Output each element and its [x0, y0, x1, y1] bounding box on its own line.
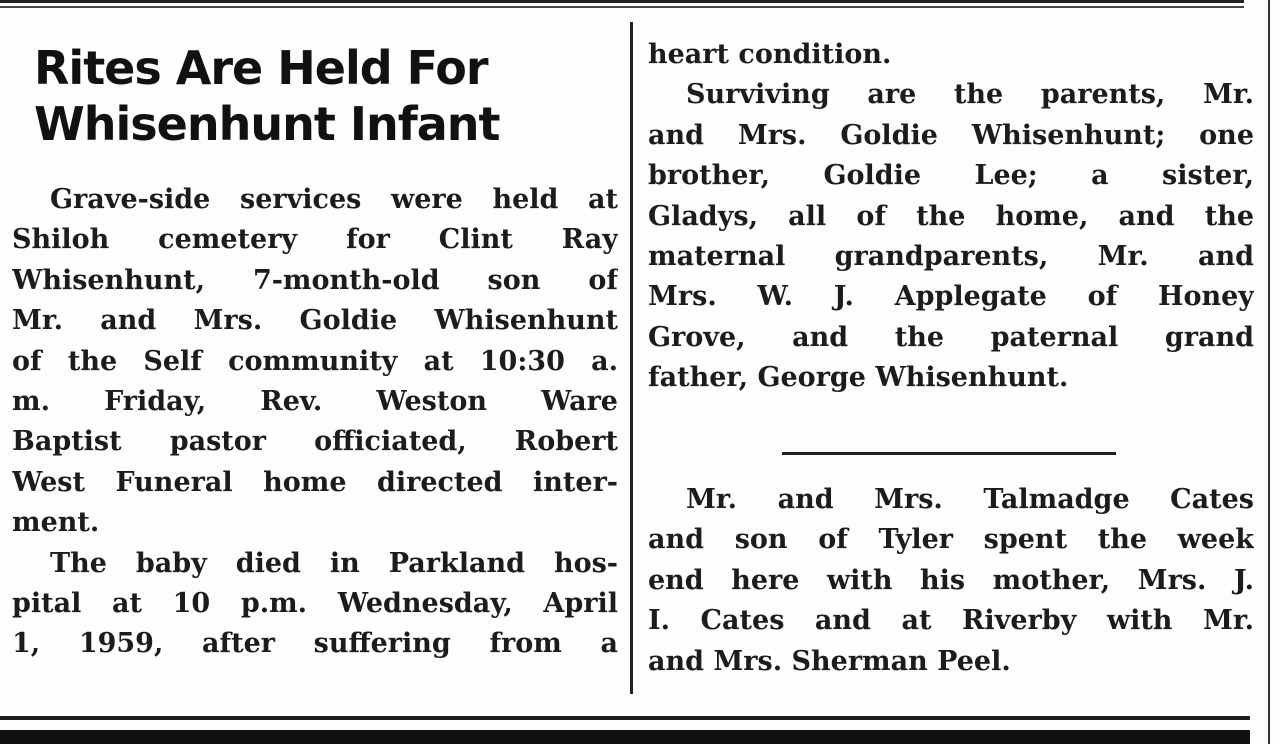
social-note-line: end here with his mother, Mrs. J. [648, 564, 1254, 596]
headline-line-2: Whisenhunt Infant [34, 97, 500, 151]
article-text-line: Grave-side services were held at [50, 184, 618, 215]
article-text-line: brother, Goldie Lee; a sister, [648, 160, 1254, 192]
article-text-line: ment. [12, 507, 100, 539]
social-note-line: I. Cates and at Riverby with Mr. [648, 605, 1254, 637]
social-note-line: and son of Tyler spent the week [648, 524, 1254, 556]
article-text-line: m. Friday, Rev. Weston Ware [12, 385, 618, 417]
top-column-rule-secondary [0, 6, 1244, 8]
right-column-body [648, 35, 1254, 399]
article-text-line: and Mrs. Goldie Whisenhunt; one [648, 119, 1254, 151]
left-column-body [12, 180, 618, 665]
social-note-line: and Mrs. Sherman Peel. [648, 645, 1011, 677]
social-note-body [648, 480, 1254, 682]
social-note-line: Mr. and Mrs. Talmadge Cates [686, 484, 1254, 515]
article-text-line: of the Self community at 10:30 a. [12, 345, 618, 377]
article-text-line: pital at 10 p.m. Wednesday, April [12, 587, 618, 619]
article-text-line: heart condition. [648, 39, 892, 70]
article-text-line: Shiloh cemetery for Clint Ray [12, 224, 618, 256]
article-text-line: West Funeral home directed inter- [12, 466, 618, 498]
article-text-line: Surviving are the parents, Mr. [686, 79, 1254, 111]
article-headline [34, 40, 604, 152]
article-text-line: father, George Whisenhunt. [648, 362, 1069, 394]
next-article-band [0, 730, 1250, 744]
article-text-line: Grove, and the paternal grand [648, 321, 1254, 353]
right-margin-rule [1268, 0, 1270, 744]
article-text-line: The baby died in Parkland hos- [50, 547, 618, 579]
top-column-rule [0, 0, 1244, 3]
column-divider [630, 22, 633, 694]
article-text-line: 1, 1959, after suffering from a [12, 628, 618, 660]
article-text-line: maternal grandparents, Mr. and [648, 240, 1254, 272]
item-separator-rule [782, 452, 1116, 455]
bottom-column-rule [0, 716, 1250, 720]
headline-line-1: Rites Are Held For [34, 41, 488, 95]
article-text-line: Baptist pastor officiated, Robert [12, 426, 618, 458]
article-text-line: Mrs. W. J. Applegate of Honey [648, 281, 1254, 313]
article-text-line: Mr. and Mrs. Goldie Whisenhunt [12, 305, 618, 337]
article-text-line: Whisenhunt, 7-month-old son of [12, 264, 618, 296]
article-text-line: Gladys, all of the home, and the [648, 200, 1254, 232]
